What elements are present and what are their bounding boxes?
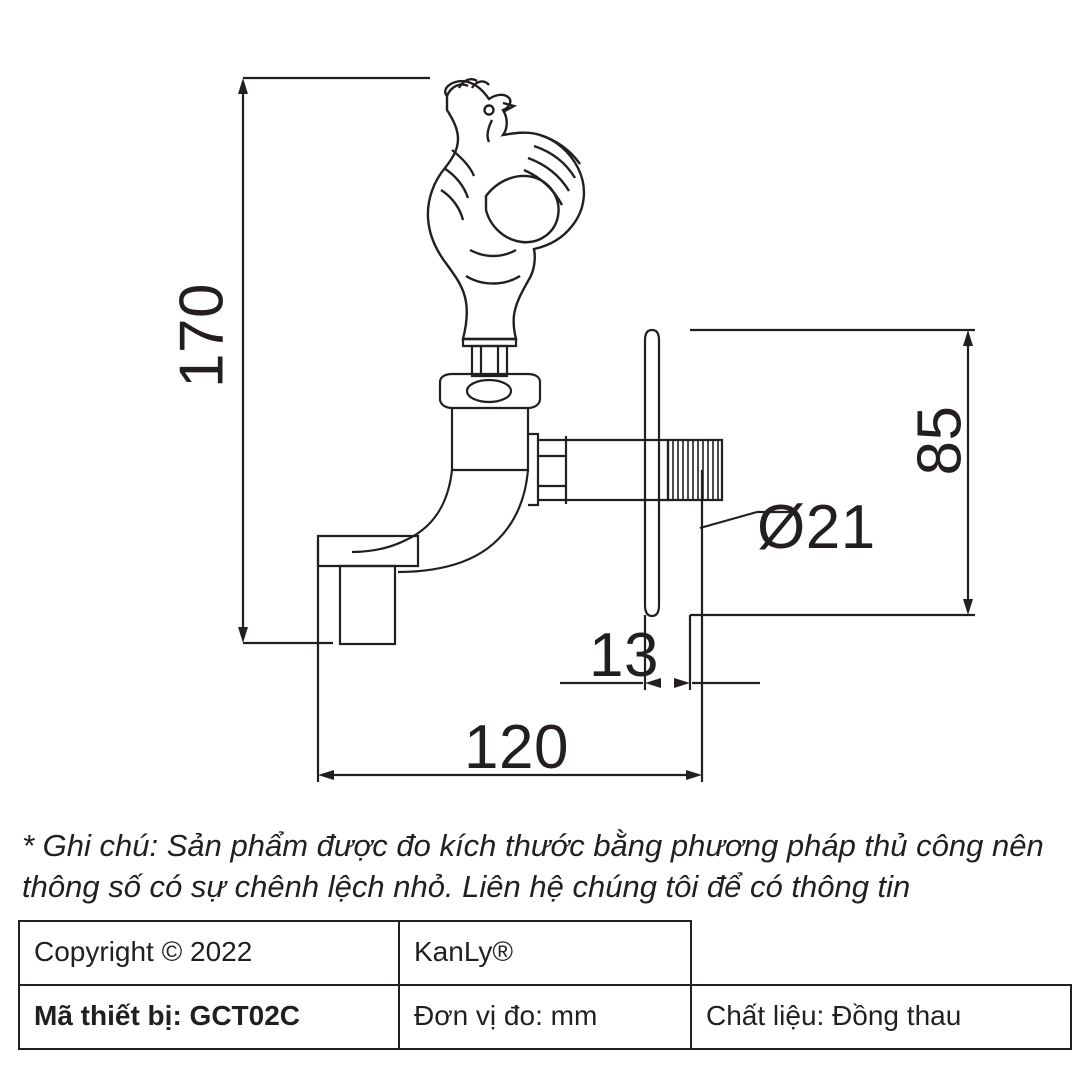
- info-table: [18, 920, 1072, 1050]
- material-cell: Chất liệu: Đồng thau: [691, 985, 1071, 1049]
- copyright-cell: Copyright © 2022: [19, 921, 399, 985]
- note-text: * Ghi chú: Sản phẩm được đo kích thước bằng phương pháp thủ công nên thông số có sự chênh lệch nhỏ. Liên hệ chúng tôi để có thông tin: [22, 828, 1044, 904]
- device-code-cell: Mã thiết bị: GCT02C: [19, 985, 399, 1049]
- unit-cell: Đơn vị đo: mm: [399, 985, 691, 1049]
- empty-cell: [691, 921, 1071, 985]
- dimension-label-13: 13: [589, 621, 659, 690]
- brand-cell: KanLy®: [399, 921, 691, 985]
- dimension-label-85: 85: [905, 405, 975, 476]
- dimension-label-diameter-21: Ø21: [757, 493, 876, 562]
- table-row: [19, 921, 1071, 985]
- dimension-label-120: 120: [464, 713, 569, 782]
- table-row: [19, 985, 1071, 1049]
- dimension-label-170: 170: [167, 283, 237, 388]
